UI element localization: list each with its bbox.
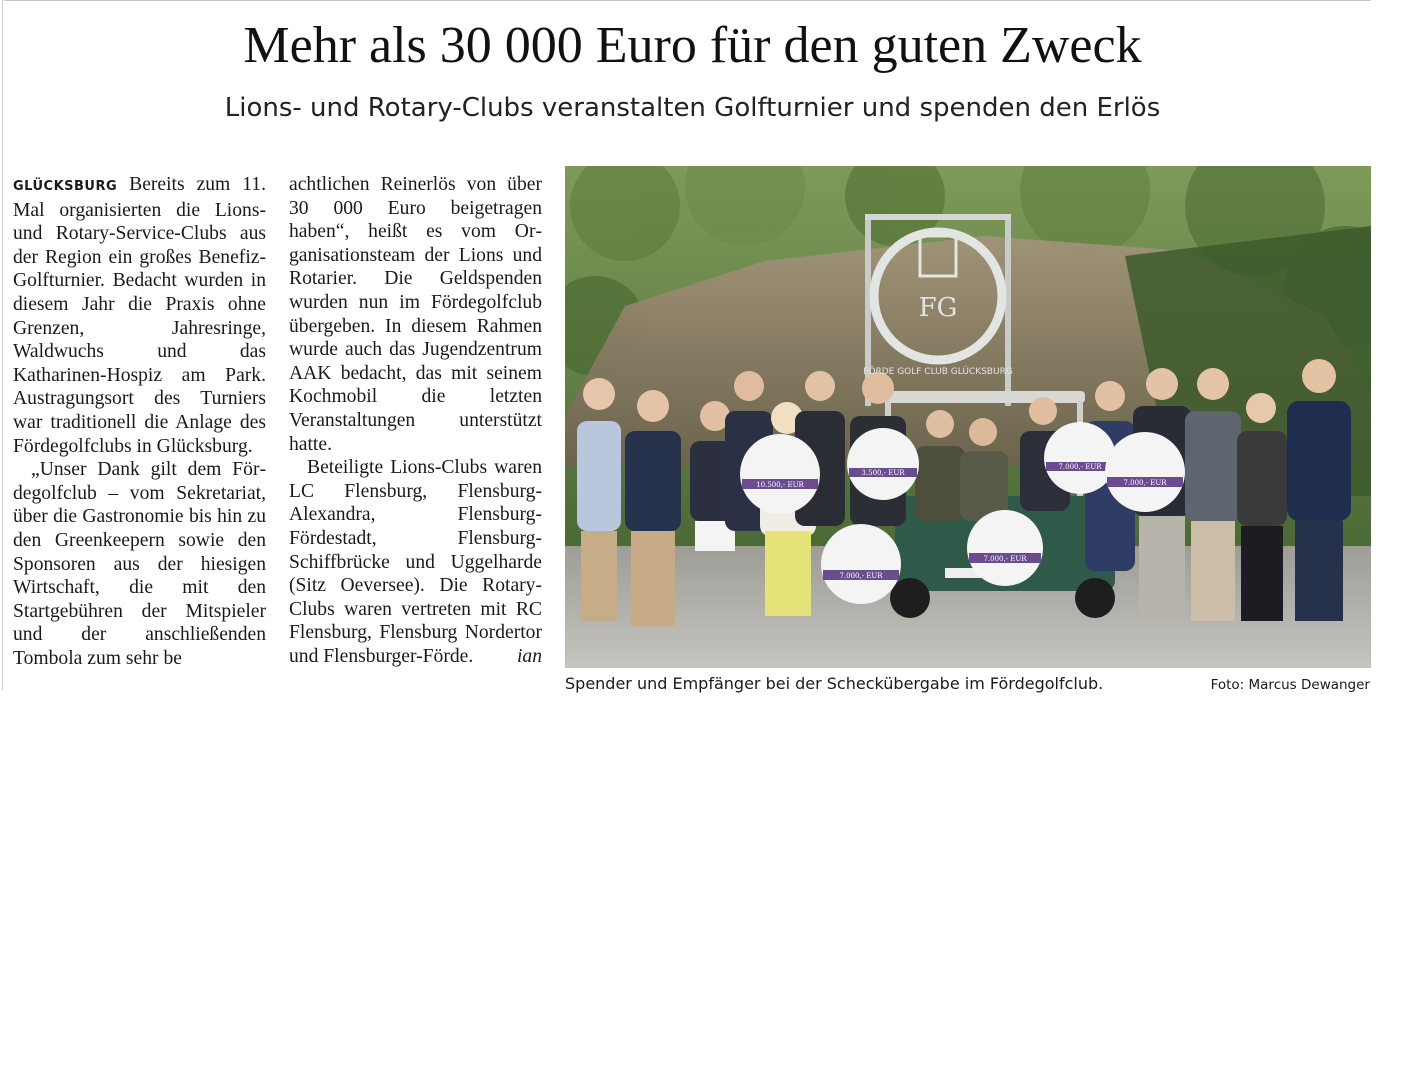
cheque-disc xyxy=(1044,422,1116,494)
photo-caption: Spender und Empfänger bei der Scheckübergabe im Fördegolfclub. xyxy=(565,674,1104,693)
sign-text: FÖRDE GOLF CLUB GLÜCKSBURG xyxy=(863,367,1013,377)
sign-monogram: FG xyxy=(918,293,958,323)
headline: Mehr als 30 000 Euro für den guten Zweck xyxy=(243,17,1142,74)
dateline: GLÜCKSBURG xyxy=(13,179,118,194)
paragraph-3-text: Beteiligte Lions-Clubs waren LC Flensburg, Flensburg-Alexandra, Flensburg-Fördestadt, Flensburg-Schiffbrücke und Uggelharde (Sitz Oeversee). Die Rotary-Clubs waren vertreten mit RC Flensburg, Flensburg Nordertor und Flensburger-Förde. xyxy=(289,457,542,667)
article-column-1 xyxy=(13,173,266,670)
sign-post-right xyxy=(1005,216,1011,406)
cheque-amount: 7.000,- EUR xyxy=(839,572,883,580)
photo xyxy=(565,166,1371,668)
author-signature: ian xyxy=(516,645,542,667)
cheque-amount: 10.500,- EUR xyxy=(756,481,804,489)
paragraph-2-end: achtlichen Reinerlös von über 30 000 Euro beigetragen haben“, heißt es vom Organisationsteam der Lions und Rotarier. Die Geldspenden wurden nun im Fördegolfclub übergeben. In diesem Rahmen wurde auch das Jugendzentrum AAK bedacht, das mit seinem Kochmobil die letzten Veranstaltungen unterstützt hatte. xyxy=(289,174,542,455)
cheque-amount: 3.500,- EUR xyxy=(861,469,905,477)
sign-frame xyxy=(865,214,1011,220)
cheque-amount: 7.000,- EUR xyxy=(983,555,1027,563)
paragraph-1-text: Bereits zum 11. Mal organisierten die Lions- und Rotary-Service-Clubs aus der Region ein großes Benefiz-Golfturnier. Bedacht wurden in diesem Jahr die Praxis ohne Grenzen, Jahresringe, Waldwuchs und das Katharinen-Hospiz am Park. Austragungsort des Turniers war traditionell die Anlage des Fördegolfclubs in Glücksburg. xyxy=(13,174,267,457)
cheque-disc xyxy=(1105,432,1185,512)
subheadline: Lions- und Rotary-Clubs veranstalten Golfturnier und spenden den Erlös xyxy=(224,93,1161,123)
cheque-disc xyxy=(821,524,901,604)
cheque-amount: 7.000,- EUR xyxy=(1058,463,1102,471)
cheque-disc xyxy=(967,510,1043,586)
paragraph-1 xyxy=(13,173,266,458)
paragraph-2-start: „Unser Dank gilt dem Fördegolfclub – vom Sekretariat, über die Gastronomie bis hin zu den Greenkeepern sowie den Sponsoren aus der hiesigen Wirtschaft, die mit den Startgebühren der Mitspieler und der anschließenden Tombola zum sehr be xyxy=(13,459,266,669)
paragraph-3 xyxy=(289,456,542,668)
cheque-disc xyxy=(740,434,820,514)
top-rule xyxy=(4,0,1371,1)
photo-credit: Foto: Marcus Dewanger xyxy=(1210,677,1370,693)
cheque-disc xyxy=(847,428,919,500)
cheque-amount: 7.000,- EUR xyxy=(1123,479,1167,487)
article-column-2 xyxy=(289,173,542,668)
